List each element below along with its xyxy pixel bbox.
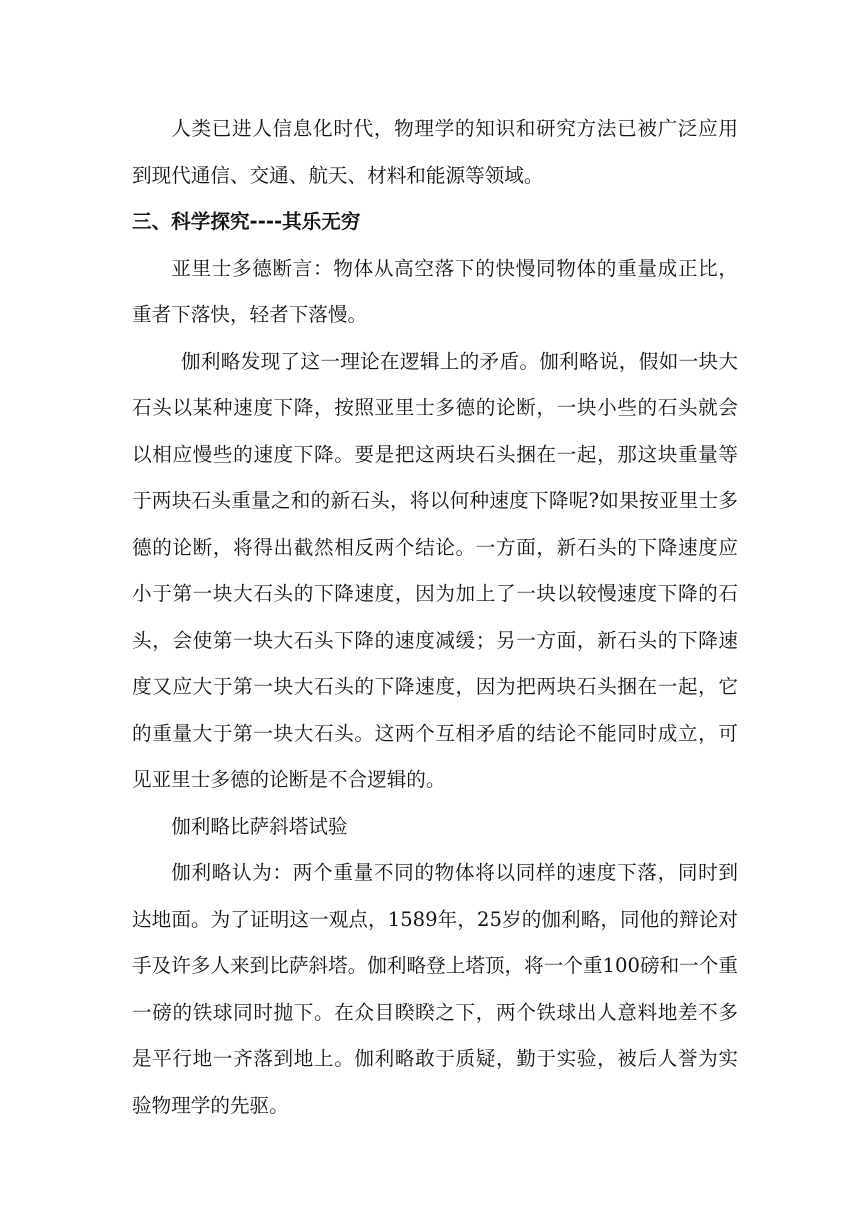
document-body bbox=[132, 106, 738, 1129]
paragraph-information-age: 人类已进人信息化时代，物理学的知识和研究方法已被广泛应用到现代通信、交通、航天、材料和能源等领域。 bbox=[132, 117, 738, 187]
paragraph-pisa-tower-title: 伽利略比萨斜塔试验 bbox=[171, 814, 348, 838]
paragraph-pisa-experiment: 伽利略认为：两个重量不同的物体将以同样的速度下落，同时到达地面。为了证明这一观点，1589年，25岁的伽利略，同他的辩论对手及许多人来到比萨斜塔。伽利略登上塔顶，将一个重100磅和一个重一磅的铁球同时抛下。在众目睽睽之下，两个铁球出人意料地差不多是平行地一齐落到地上。伽利略敢于质疑，勤于实验，被后人誉为实验物理学的先驱。 bbox=[132, 861, 738, 1117]
section-heading-scientific-inquiry: 三、科学探究----其乐无穷 bbox=[132, 210, 361, 233]
paragraph-aristotle-claim: 亚里士多德断言：物体从高空落下的快慢同物体的重量成正比，重者下落快，轻者下落慢。 bbox=[132, 256, 738, 326]
paragraph-galileo-contradiction: 伽利略发现了这一理论在逻辑上的矛盾。伽利略说，假如一块大石头以某种速度下降，按照亚里士多德的论断，一块小些的石头就会以相应慢些的速度下降。要是把这两块石头捆在一起，那这块重量等于两块石头重量之和的新石头，将以何种速度下降呢?如果按亚里士多德的论断，将得出截然相反两个结论。一方面，新石头的下降速度应小于第一块大石头的下降速度，因为加上了一块以较慢速度下降的石头，会使第一块大石头下降的速度减缓；另一方面，新石头的下降速度又应大于第一块大石头的下降速度，因为把两块石头捆在一起，它的重量大于第一块大石头。这两个互相矛盾的结论不能同时成立，可见亚里士多德的论断是不合逻辑的。 bbox=[132, 349, 738, 791]
